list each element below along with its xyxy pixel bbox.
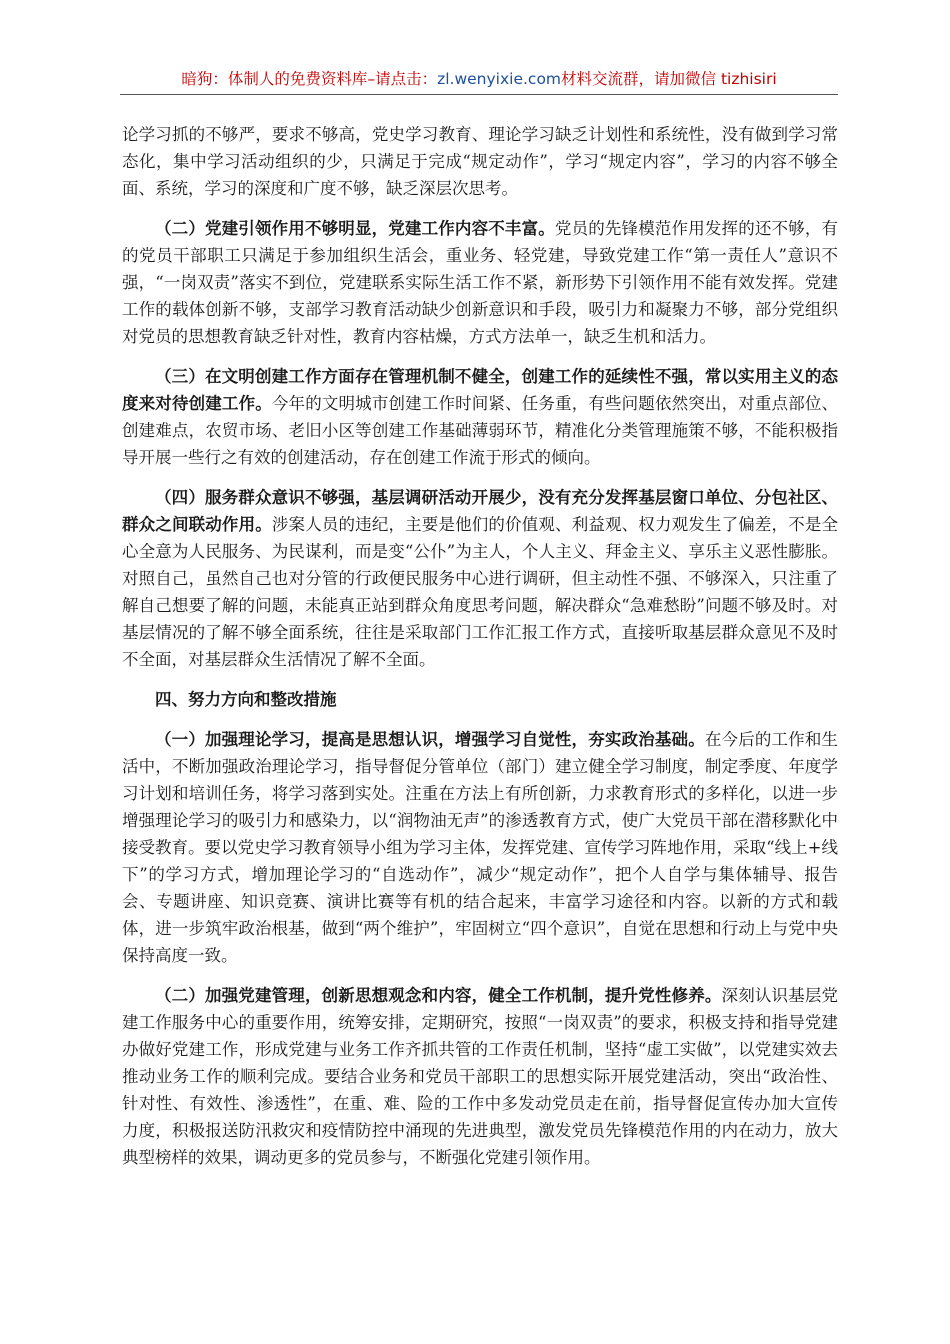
paragraph-section-4 xyxy=(122,484,838,673)
document-body xyxy=(122,121,838,1184)
paragraph-lead: （二）加强党建管理，创新思想观念和内容，健全工作机制，提升党性修养。 xyxy=(155,986,722,1005)
paragraph-text: 论学习抓的不够严，要求不够高，党史学习教育、理论学习缺乏计划性和系统性，没有做到学习常态化，集中学习活动组织的少，只满足于完成“规定动作”，学习“规定内容”，学习的内容不够全面、系统，学习的深度和广度不够，缺乏深层次思考。 xyxy=(122,125,838,198)
paragraph-lead: （一）加强理论学习，提高是思想认识，增强学习自觉性，夯实政治基础。 xyxy=(155,730,705,749)
paragraph-section-3 xyxy=(122,363,838,471)
paragraph-text: 党员的先锋模范作用发挥的还不够，有的党员干部职工只满足于参加组织生活会，重业务、轻党建，导致党建工作“第一责任人”意识不强，“一岗双责”落实不到位，党建联系实际生活工作不紧，新形势下引领作用不能有效发挥。党建工作的载体创新不够，支部学习教育活动缺少创新意识和手段，吸引力和凝聚力不够，部分党组织对党员的思想教育缺乏针对性，教育内容枯燥，方式方法单一，缺乏生机和活力。 xyxy=(122,219,839,346)
paragraph-text: 在今后的工作和生活中，不断加强政治理论学习，指导督促分管单位（部门）建立健全学习制度，制定季度、年度学习计划和培训任务，将学习落到实处。注重在方法上有所创新，力求教育形式的多样化，以进一步增强理论学习的吸引力和感染力，以“润物油无声”的渗透教育方式，使广大党员干部在潜移默化中接受教育。要以党史学习教育领导小组为学习主体，发挥党建、宣传学习阵地作用，采取“线上+线下”的学习方式，增加理论学习的“自选动作”，减少“规定动作”，把个人自学与集体辅导、报告会、专题讲座、知识竞赛、演讲比赛等有机的结合起来，丰富学习途径和内容。以新的方式和载体，进一步筑牢政治根基，做到“两个维护”，牢固树立“四个意识”，自觉在思想和行动上与党中央保持高度一致。 xyxy=(122,730,839,965)
header-url-link[interactable]: zl.wenyixie.com xyxy=(437,70,562,88)
paragraph-measure-2 xyxy=(122,982,838,1171)
paragraph-lead: （三）在文明创建工作方面存在管理机制不健全，创建工作的延续性不强，常以实用主义的态度来对待创建工作。 xyxy=(122,367,838,413)
paragraph-text: 今年的文明城市创建工作时间紧、任务重，有些问题依然突出，对重点部位、创建难点，农贸市场、老旧小区等创建工作基础薄弱环节，精准化分类管理施策不够，不能积极指导开展一些行之有效的创建活动，存在创建工作流于形式的倾向。 xyxy=(122,394,839,467)
paragraph-lead: （二）党建引领作用不够明显，党建工作内容不丰富。 xyxy=(155,219,555,238)
paragraph-section-2 xyxy=(122,215,838,350)
paragraph-continuation xyxy=(122,121,838,202)
paragraph-text: 深刻认识基层党建工作服务中心的重要作用，统筹安排，定期研究，按照“一岗双责”的要求，积极支持和指导党建办做好党建工作，形成党建与业务工作齐抓共管的工作责任机制，坚持“虚工实做”，以党建实效去推动业务工作的顺利完成。要结合业务和党员干部职工的思想实际开展党建活动，突出“政治性、针对性、有效性、渗透性”，在重、难、险的工作中多发动党员走在前，指导督促宣传办加大宣传力度，积极报送防汛救灾和疫情防控中涌现的先进典型，激发党员先锋模范作用的内在动力，放大典型榜样的效果，调动更多的党员参与，不断强化党建引领作用。 xyxy=(122,986,839,1167)
header-brand: 暗狗：体制人的免费资料库 xyxy=(181,70,368,88)
paragraph-measure-1 xyxy=(122,726,838,969)
paragraph-lead: （四）服务群众意识不够强，基层调研活动开展少，没有充分发挥基层窗口单位、分包社区、群众之间联动作用。 xyxy=(122,488,838,534)
document-header xyxy=(120,64,838,95)
header-group-text: 材料交流群，请加微信 tizhisiri xyxy=(561,70,777,88)
header-click-label: –请点击： xyxy=(367,70,438,88)
paragraph-text: 涉案人员的违纪，主要是他们的价值观、利益观、权力观发生了偏差，不是全心全意为人民服务、为民谋利，而是变“公仆”为主人，个人主义、拜金主义、享乐主义恶性膨胀。对照自己，虽然自己也对分管的行政便民服务中心进行调研，但主动性不强、不够深入，只注重了解自己想要了解的问题，未能真正站到群众角度思考问题，解决群众“急难愁盼”问题不够及时。对基层情况的了解不够全面系统，往往是采取部门工作汇报工作方式，直接听取基层群众意见不及时不全面，对基层群众生活情况了解不全面。 xyxy=(122,515,839,669)
section-heading: 四、努力方向和整改措施 xyxy=(155,690,337,709)
